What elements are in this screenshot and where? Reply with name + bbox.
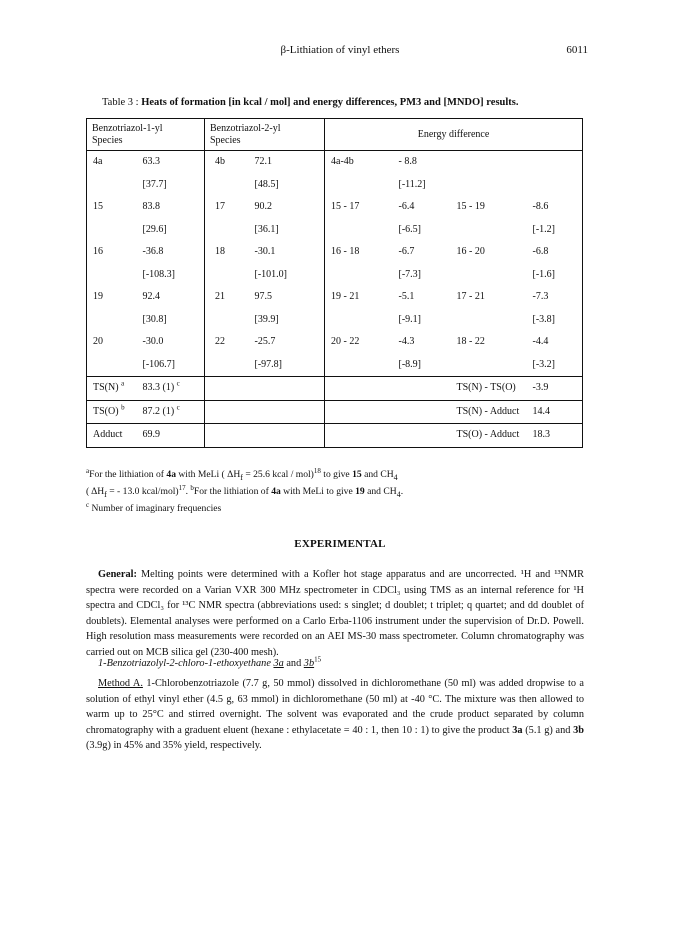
table-cell: [-11.2] [398,178,426,190]
table-cell: 18 - 22 [456,336,485,348]
table-caption [102,97,519,108]
table-cell [205,309,255,332]
table-row [87,309,583,332]
table-cell: [-8.9] [399,354,457,377]
table-row-ts [87,377,583,401]
table-cell: - 8.8 [398,156,417,168]
heats-of-formation-table [86,118,583,448]
table-cell [457,309,533,332]
compound-subheading: 1-Benzotriazolyl-2-chloro-1-ethoxyethane 3a and $3b^{15}$ [98,655,322,669]
page-number: 6011 [566,44,588,56]
table-cell: [37.7] [142,178,167,190]
table-cell: -4.3 [398,336,415,348]
ts-diff: 14.4 [533,400,583,424]
table-cell [325,264,399,287]
table-cell: [-108.3] [142,268,175,280]
method-a-paragraph: Method A. 1-Chlorobenzotriazole (7.7 g, 50 mmol) dissolved in dichloromethane (50 ml) was added dropwise to a solution of ethyl vinyl ether (4.5 g, 63 mmol) in dichloromethane (50 ml) at -40 °C. The mixture was then allowed to warm up to 25°C and stirred overnight. The solvent was evaporated and the crude product separated by column chromatography with a graduent eluent (hexane : ethylacetate = 40 : 1, then 10 : 1) to give the product 3a (5.1 g) and 3b (3.9g) in 45% and 35% yield, respectively. [86,678,584,752]
table-footnotes [86,468,586,516]
table-cell: 17 - 21 [456,291,485,303]
footnote-c: $^c$ Number of imaginary frequencies [86,500,222,514]
general-paragraph: General: Melting points were determined with a Kofler hot stage apparatus and are uncorrected. ¹H and ¹³NMR spectra were recorded on a Varian VXR 300 MHz spectrometer in CDCl₃ using TMS as an internal reference for ¹H spectra and CDCl₃ for ¹³C NMR spectra (abbreviations used: s singlet; d doublet; t triplet; q quartet; and dd doublet of doublets). Elemental analyses were performed on a Carlo Erba-1106 instrument under the supervision of Dr.D. Powell. High resolution mass measurements were recorded on an AEI MS-30 mass spectrometer. Column chromatography was carried out on MCB silica gel (230-400 mesh). [86,569,584,658]
table-header-row [87,119,583,151]
table-cell: 15 [93,201,103,213]
table-cell: [30.8] [142,313,167,325]
table-cell [205,219,255,242]
table-cell [87,354,143,377]
table-row-ts [87,424,583,448]
ts-pair: TS(N) - TS(O) [457,377,533,401]
table-cell: [-97.8] [255,354,325,377]
table-row [87,241,583,264]
table-cell: 21 [205,286,255,309]
table-cell: 19 - 21 [325,286,399,309]
ts-value: 87.2 (1) $^c$ [143,400,205,424]
table-cell [87,219,143,242]
ts-species: Adduct [93,429,123,441]
table-cell: [-1.6] [532,268,555,280]
table-cell: 16 [93,246,103,258]
table-cell [325,309,399,332]
table-cell [457,174,533,197]
table-cell: [-6.5] [398,223,421,235]
table-cell: -5.1 [398,291,415,303]
table-cell: -6.7 [398,246,415,258]
table-cell: 16 - 20 [456,246,485,258]
table-cell: 20 - 22 [325,331,399,354]
table-cell [205,264,255,287]
ts-species: TS(N) $^a$ [87,377,143,401]
ts-diff: -3.9 [533,377,583,401]
table-cell: 15 - 19 [456,201,485,213]
ts-pair: TS(O) - Adduct [456,429,520,441]
table-cell: -7.3 [532,291,549,303]
table-cell [87,174,143,197]
table-cell [87,264,143,287]
table-cell: 4a-4b [325,151,399,174]
table-cell [457,354,533,377]
table-cell: -25.7 [254,336,276,348]
table-cell [533,151,583,174]
table-cell: [-3.2] [533,354,583,377]
table-cell: 72.1 [254,156,272,168]
table-cell [325,219,399,242]
ts-value: 83.3 (1) $^c$ [143,377,205,401]
table-cell: [-1.2] [532,223,555,235]
running-head-title: β-Lithiation of vinyl ethers [280,44,400,56]
table-row [87,354,583,377]
table-row [87,196,583,219]
table-row [87,286,583,309]
table-caption-text: Heats of formation [in kcal / mol] and energy differences, PM3 and [MNDO] results. [141,97,519,108]
table-cell: 20 [93,336,103,348]
table-cell: 19 [93,291,103,303]
table-row [87,174,583,197]
table-cell: [-106.7] [143,354,205,377]
table-cell: 63.3 [142,156,160,168]
table-cell [533,174,583,197]
footnote-a: $^a$For the lithiation of 4a with MeLi ( $\Delta H_f = 25.6$ kcal / mol)$^{18}$ to give 15 and $CH_4$ [86,466,398,482]
table-cell: 97.5 [254,291,272,303]
section-title-experimental: EXPERIMENTAL [294,538,386,550]
table-cell: [48.5] [254,178,279,190]
ts-value: 69.9 [142,429,160,441]
col-benzotriazol-1-yl: Benzotriazol-1-yl Species [87,119,205,151]
table-cell: 4a [93,156,103,168]
table-cell: -30.1 [254,246,276,258]
table-caption-label: Table 3 : [102,97,139,108]
table-cell: 16 - 18 [325,241,399,264]
table-cell: 22 [205,331,255,354]
table-cell: 4b [205,151,255,174]
footnote-a-continued: ( $\Delta H_f$ = - 13.0 kcal/mol)$^{17}$. $^b$For the lithiation of 4a with MeLi to give 19 and $CH_4$. [86,483,404,499]
table-cell: -36.8 [142,246,164,258]
table-cell [87,309,143,332]
table-cell: -30.0 [142,336,164,348]
table-cell: -8.6 [532,201,549,213]
ts-pair: TS(N) - Adduct [457,400,533,424]
col-energy-difference: Energy difference [325,119,583,151]
table-cell [457,151,533,174]
table-row [87,264,583,287]
table-cell: 92.4 [142,291,160,303]
table-cell: [-3.8] [532,313,555,325]
table-row-ts [87,400,583,424]
table-cell: [-7.3] [398,268,421,280]
table-cell: [39.9] [254,313,279,325]
table-row [87,151,583,174]
table-cell [457,219,533,242]
table-cell: -6.4 [398,201,415,213]
table-cell [325,354,399,377]
table-row [87,219,583,242]
table-row [87,331,583,354]
table-cell: 83.8 [142,201,160,213]
col-benzotriazol-2-yl: Benzotriazol-2-yl Species [205,119,325,151]
table-cell [457,264,533,287]
table-cell: [-101.0] [254,268,287,280]
ts-species: TS(O) $^b$ [87,400,143,424]
table-cell: [29.6] [142,223,167,235]
table-cell: -6.8 [532,246,549,258]
table-cell: -4.4 [532,336,549,348]
table-cell: [-9.1] [398,313,421,325]
table-cell [205,354,255,377]
ts-diff: 18.3 [532,429,550,441]
table-cell: 90.2 [254,201,272,213]
table-cell [205,174,255,197]
table-cell: 15 - 17 [325,196,399,219]
table-cell: 18 [205,241,255,264]
table-cell [325,174,399,197]
table-cell: [36.1] [254,223,279,235]
table-cell: 17 [205,196,255,219]
